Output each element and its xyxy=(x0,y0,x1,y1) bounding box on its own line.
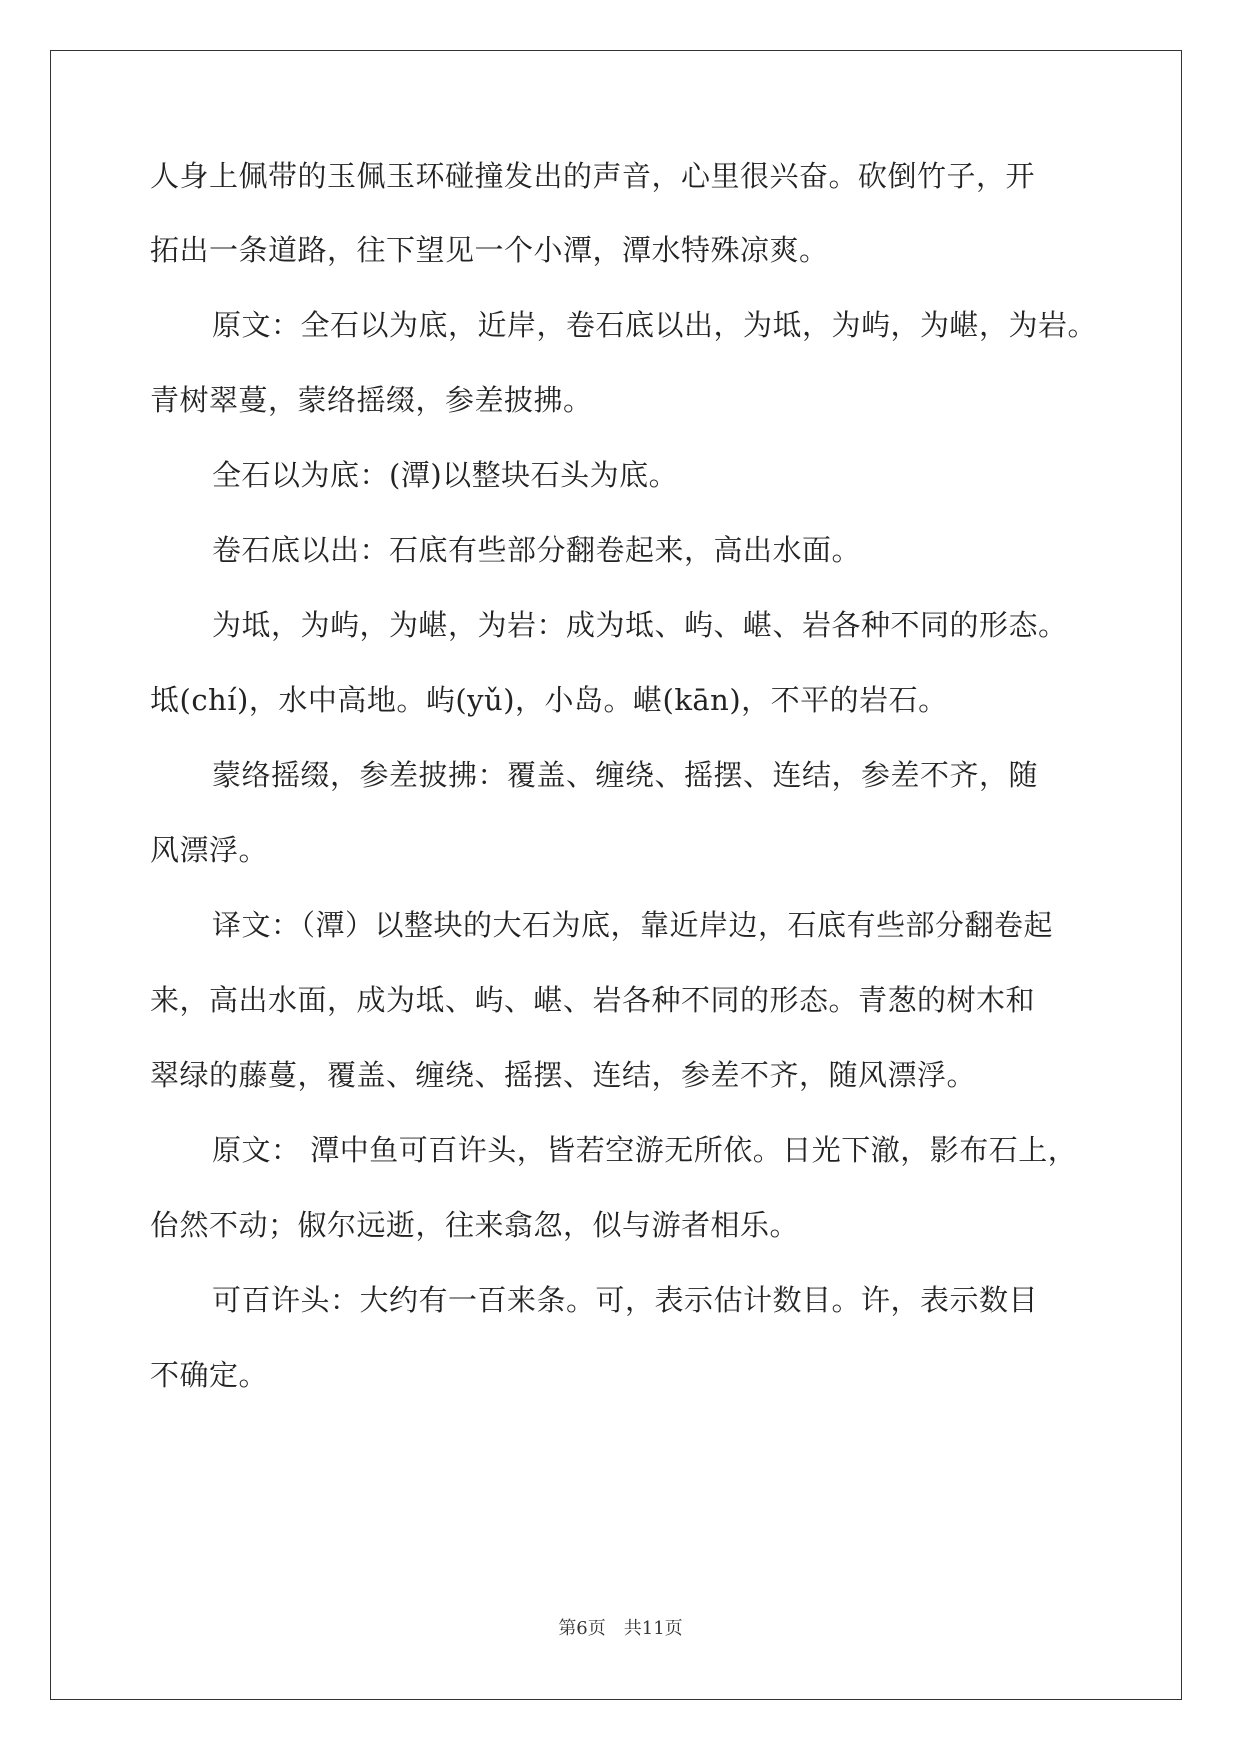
text-line: 人身上佩带的玉佩玉环碰撞发出的声音，心里很兴奋。砍倒竹子，开 xyxy=(150,159,1036,193)
page-border xyxy=(50,50,1182,1700)
text-line: 原文： 潭中鱼可百许头，皆若空游无所依。日光下澈，影布石上， xyxy=(212,1133,1078,1167)
text-line: 翠绿的藤蔓，覆盖、缠绕、摇摆、连结，参差不齐，随风漂浮。 xyxy=(150,1058,977,1092)
text-line: 原文：全石以为底，近岸，卷石底以出，为坻，为屿，为嵁，为岩。 xyxy=(212,308,1098,342)
text-line: 全石以为底：(潭)以整块石头为底。 xyxy=(212,458,679,492)
text-line: 蒙络摇缀，参差披拂：覆盖、缠绕、摇摆、连结，参差不齐，随 xyxy=(212,758,1039,792)
text-line: 译文：（潭）以整块的大石为底，靠近岸边，石底有些部分翻卷起 xyxy=(212,908,1054,942)
text-line: 不确定。 xyxy=(150,1358,269,1392)
text-line: 来，高出水面，成为坻、屿、嵁、岩各种不同的形态。青葱的树木和 xyxy=(150,983,1036,1017)
text-line: 佁然不动；俶尔远逝，往来翕忽，似与游者相乐。 xyxy=(150,1208,800,1242)
text-line: 卷石底以出：石底有些部分翻卷起来，高出水面。 xyxy=(212,533,862,567)
text-line: 青树翠蔓，蒙络摇缀，参差披拂。 xyxy=(150,383,593,417)
page-number: 第6页 共11页 xyxy=(558,1618,683,1639)
text-line: 坻(chí)，水中高地。屿(yǔ)，小岛。嵁(kān)，不平的岩石。 xyxy=(150,683,948,717)
text-line: 为坻，为屿，为嵁，为岩：成为坻、屿、嵁、岩各种不同的形态。 xyxy=(212,608,1068,642)
text-line: 风漂浮。 xyxy=(150,833,269,867)
text-line: 可百许头：大约有一百来条。可，表示估计数目。许，表示数目 xyxy=(212,1283,1039,1317)
page-footer xyxy=(0,1614,1241,1640)
text-line: 拓出一条道路，往下望见一个小潭，潭水特殊凉爽。 xyxy=(150,233,829,267)
